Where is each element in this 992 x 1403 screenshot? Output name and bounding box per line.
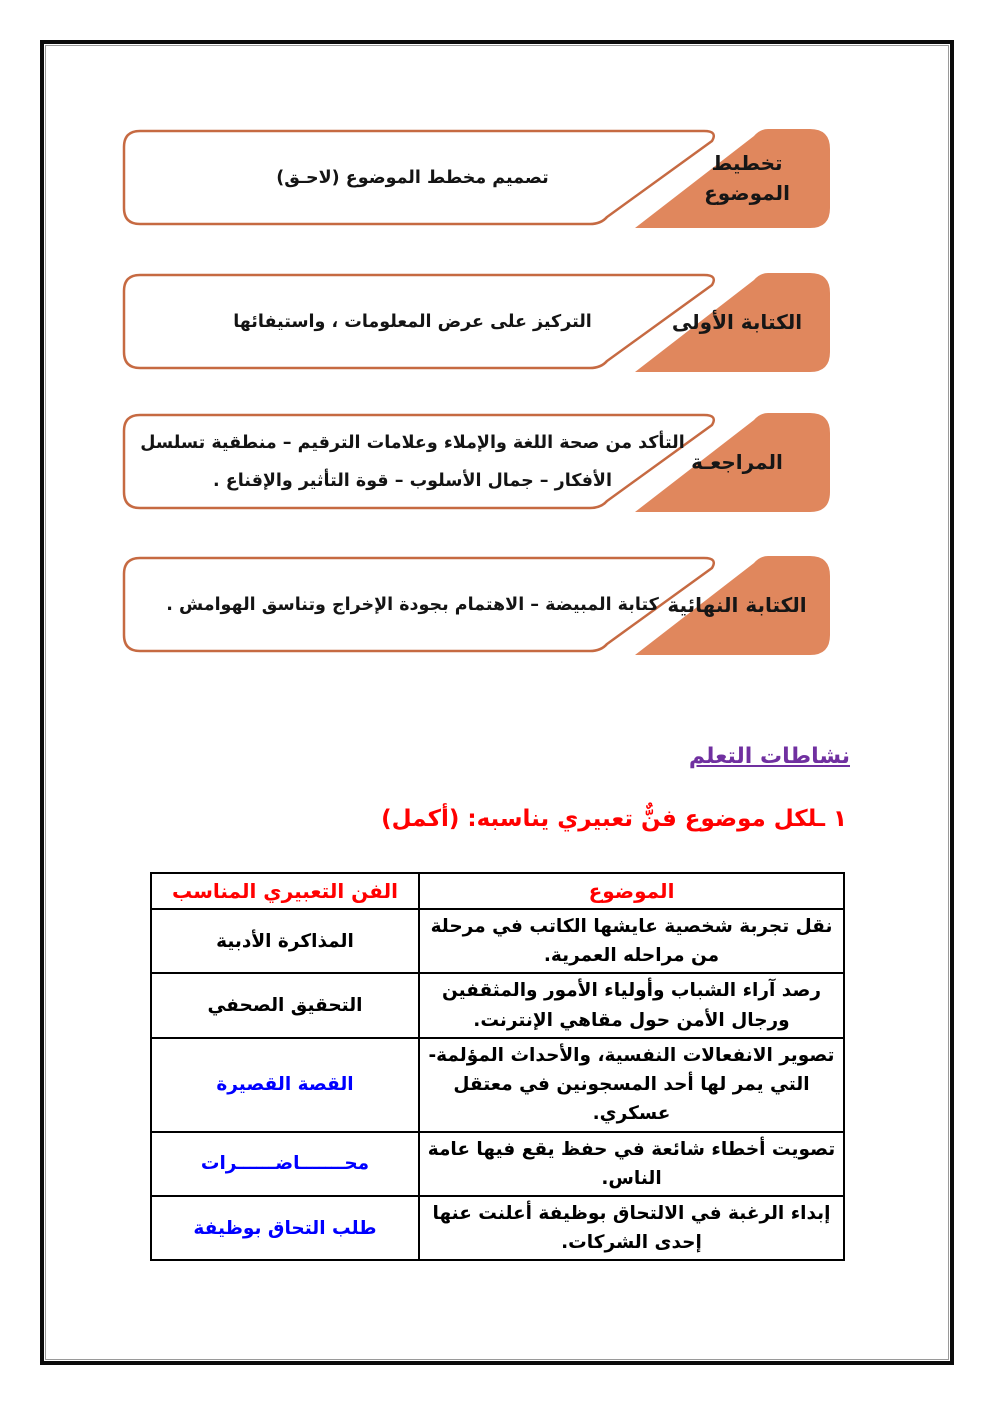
art-cell: محـــــــاضــــــرات bbox=[151, 1132, 419, 1196]
banner-label: الكتابة الأولى bbox=[671, 310, 803, 334]
matching-table bbox=[150, 872, 845, 1261]
column-header-topic: الموضوع bbox=[419, 873, 844, 909]
art-cell: القصة القصيرة bbox=[151, 1038, 419, 1132]
table-header-row bbox=[151, 873, 844, 909]
banner-review bbox=[120, 412, 832, 512]
banner-topic-planning bbox=[120, 128, 832, 228]
topic-cell: رصد آراء الشباب وأولياء الأمور والمثقفين ورجال الأمن حول مقاهي الإنترنت. bbox=[419, 973, 844, 1037]
art-cell: طلب التحاق بوظيفة bbox=[151, 1196, 419, 1260]
table-row bbox=[151, 1196, 844, 1260]
topic-cell: تصوير الانفعالات النفسية، والأحداث المؤلمة- التي يمر لها أحد المسجونين في معتقل عسكري. bbox=[419, 1038, 844, 1132]
writing-process-banners bbox=[120, 128, 832, 655]
banner-description: التأكد من صحة اللغة والإملاء وعلامات الترقيم – منطقية تسلسل الأفكار – جمال الأسلوب – قوة التأثير والإقناع . bbox=[140, 432, 685, 491]
topic-cell: إبداء الرغبة في الالتحاق بوظيفة أعلنت عنها إحدى الشركات. bbox=[419, 1196, 844, 1260]
banner-description: تصميم مخطط الموضوع (لاحـق) bbox=[276, 167, 549, 188]
banner-label: تخطيط الموضوع bbox=[704, 151, 790, 205]
topic-cell: تصويت أخطاء شائعة في حفظ يقع فيها عامة الناس. bbox=[419, 1132, 844, 1196]
banner-final-writing bbox=[120, 555, 832, 655]
table-row bbox=[151, 909, 844, 973]
table-row bbox=[151, 1038, 844, 1132]
banner-first-draft bbox=[120, 272, 832, 372]
column-header-art: الفن التعبيري المناسب bbox=[151, 873, 419, 909]
topic-cell: نقل تجربة شخصية عايشها الكاتب في مرحلة من مراحله العمرية. bbox=[419, 909, 844, 973]
table-row bbox=[151, 973, 844, 1037]
banner-label: الكتابة النهائية bbox=[667, 593, 807, 617]
banner-description: كتابة المبيضة – الاهتمام بجودة الإخراج وتناسق الهوامش . bbox=[166, 594, 659, 615]
art-cell: التحقيق الصحفي bbox=[151, 973, 419, 1037]
table-row bbox=[151, 1132, 844, 1196]
section-heading-learning-activities: نشاطات التعلم bbox=[688, 744, 850, 769]
art-cell: المذاكرة الأدبية bbox=[151, 909, 419, 973]
question-1: ١ ـلكل موضوع فنٌّ تعبيري يناسبه: (أكمل) bbox=[381, 806, 847, 832]
banner-description: التركيز على عرض المعلومات ، واستيفائها bbox=[233, 311, 592, 332]
banner-label: المراجعـة bbox=[691, 450, 783, 474]
